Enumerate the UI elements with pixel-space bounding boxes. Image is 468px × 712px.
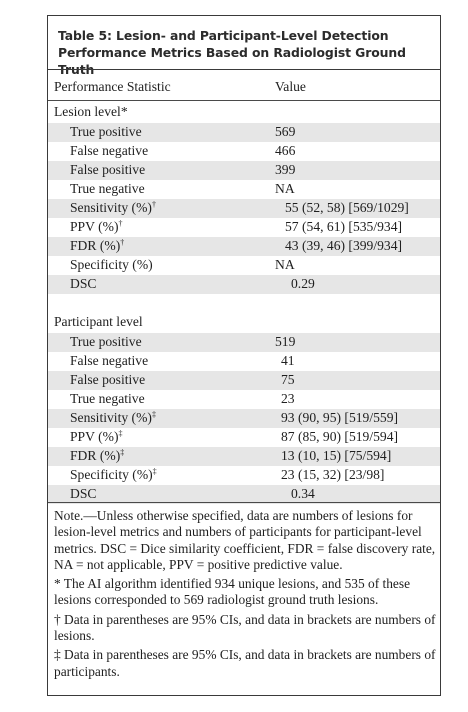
- footnote-marker: ‡: [120, 448, 125, 457]
- note-dagger: † Data in parentheses are 95% CIs, and data in brackets are numbers of lesions.: [54, 611, 436, 644]
- table-row: [48, 390, 440, 409]
- row-label: True positive: [70, 124, 142, 139]
- table-title: [58, 27, 438, 78]
- table-row: [48, 447, 440, 466]
- row-label: True positive: [70, 334, 142, 349]
- row-label: Sensitivity (%)†: [70, 200, 156, 215]
- row-label: True negative: [70, 181, 145, 196]
- footnote-marker: †: [151, 200, 156, 209]
- row-value: NA: [275, 181, 295, 196]
- row-value: 57 (54, 61) [535/934]: [285, 219, 403, 234]
- footnote-marker: †: [118, 219, 123, 228]
- section-participant-level: Participant level: [54, 314, 143, 329]
- row-value: 75: [281, 372, 295, 387]
- row-value: 93 (90, 95) [519/559]: [281, 410, 399, 425]
- row-label: Specificity (%)‡: [70, 467, 157, 482]
- row-label: False negative: [70, 143, 149, 158]
- footnote-marker: †: [120, 238, 125, 247]
- table-row: [48, 123, 440, 142]
- row-value: 0.29: [291, 276, 315, 291]
- table-row: [48, 199, 440, 218]
- table-row: [48, 409, 440, 428]
- table-row: [48, 256, 440, 275]
- title-divider: [48, 69, 440, 70]
- table-row: [48, 333, 440, 352]
- table-row: [48, 237, 440, 256]
- row-label: DSC: [70, 276, 97, 291]
- row-label: False negative: [70, 353, 149, 368]
- row-value: 399: [275, 162, 296, 177]
- table-row: [48, 371, 440, 390]
- table-row: [48, 180, 440, 199]
- row-label: Specificity (%): [70, 257, 153, 272]
- row-value: 13 (10, 15) [75/594]: [281, 448, 392, 463]
- column-header-statistic: Performance Statistic: [54, 79, 171, 94]
- row-label: False positive: [70, 372, 146, 387]
- row-value: 55 (52, 58) [569/1029]: [285, 200, 409, 215]
- table-frame: [47, 15, 441, 696]
- note-general: Note.—Unless otherwise specified, data are numbers of lesions for lesion-level metrics and numbers of participants for participant-level metrics. DSC = Dice similarity coefficient, FDR = false discovery rate, NA = not applicable, PPV = positive predictive value.: [54, 508, 436, 572]
- footnote-marker: ‡: [152, 467, 157, 476]
- table-end-divider: [48, 502, 440, 503]
- row-value: NA: [275, 257, 295, 272]
- section-lesion-level: Lesion level*: [54, 104, 128, 119]
- table-row: [48, 142, 440, 161]
- table-title-line2: Performance Metrics Based on Radiologist Ground Truth: [58, 45, 406, 77]
- header-divider: [48, 100, 440, 101]
- row-value: 519: [275, 334, 296, 349]
- row-label: False positive: [70, 162, 146, 177]
- row-label: True negative: [70, 391, 145, 406]
- row-value: 569: [275, 124, 296, 139]
- table-notes: [54, 508, 436, 683]
- table-row: [48, 466, 440, 485]
- column-header-value: Value: [275, 79, 306, 94]
- note-double-dagger: ‡ Data in parentheses are 95% CIs, and data in brackets are numbers of participants.: [54, 647, 436, 679]
- row-value: 41: [281, 353, 295, 368]
- table-title-line1: Table 5: Lesion- and Participant-Level Detection: [58, 28, 389, 43]
- row-label: PPV (%)†: [70, 219, 123, 234]
- row-value: 23 (15, 32) [23/98]: [281, 467, 385, 482]
- row-label: Sensitivity (%)‡: [70, 410, 156, 425]
- table-row: [48, 275, 440, 294]
- table-row: [48, 428, 440, 447]
- table-row: [48, 161, 440, 180]
- table-row: [48, 352, 440, 371]
- row-label: FDR (%)†: [70, 238, 125, 253]
- row-value: 23: [281, 391, 295, 406]
- row-value: 43 (39, 46) [399/934]: [285, 238, 403, 253]
- row-label: FDR (%)‡: [70, 448, 125, 463]
- row-label: DSC: [70, 486, 97, 501]
- table-row: [48, 218, 440, 237]
- row-value: 0.34: [291, 486, 315, 501]
- row-label: PPV (%)‡: [70, 429, 123, 444]
- row-value: 466: [275, 143, 296, 158]
- note-star: * The AI algorithm identified 934 unique lesions, and 535 of these lesions corresponded to 569 radiologist ground truth lesions.: [54, 576, 411, 608]
- footnote-marker: ‡: [151, 410, 156, 419]
- row-value: 87 (85, 90) [519/594]: [281, 429, 399, 444]
- footnote-marker: ‡: [118, 429, 123, 438]
